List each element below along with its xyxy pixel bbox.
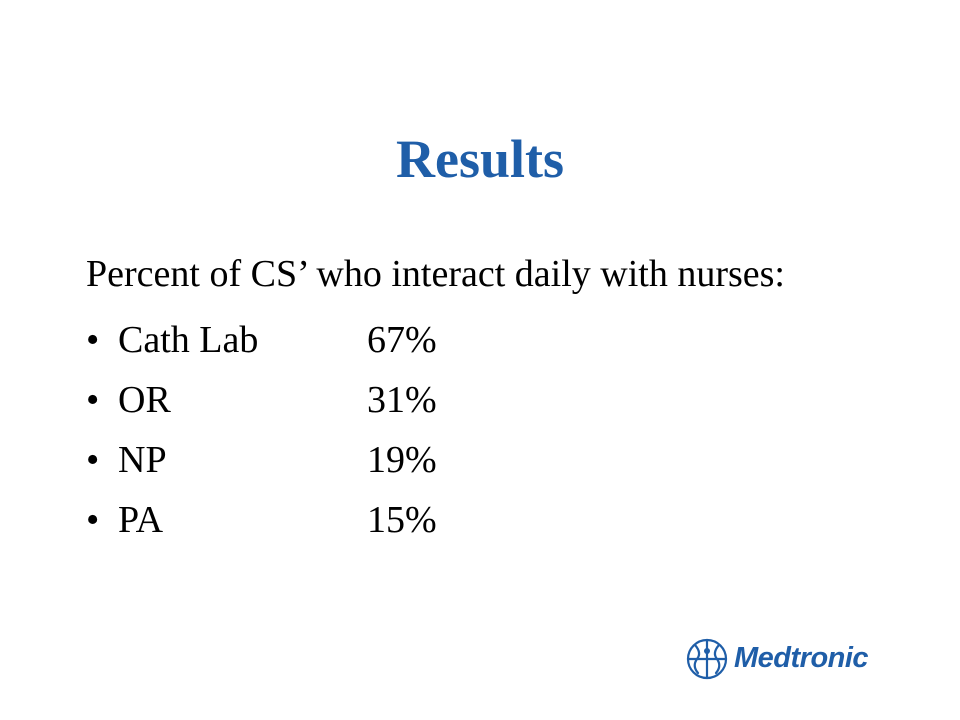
item-value: 19% — [367, 439, 437, 481]
logo-text: Medtronic — [734, 642, 869, 674]
bullet-icon: • — [86, 379, 100, 421]
bullet-icon: • — [86, 439, 100, 481]
item-label: OR — [118, 379, 171, 421]
bullet-icon: • — [86, 319, 100, 361]
item-value: 67% — [367, 319, 437, 361]
slide-title: Results — [395, 129, 564, 189]
item-value: 31% — [367, 379, 437, 421]
medtronic-logo — [684, 632, 894, 682]
item-label: NP — [118, 439, 167, 481]
item-label: PA — [118, 499, 164, 541]
bullet-icon: • — [86, 499, 100, 541]
item-value: 15% — [367, 499, 437, 541]
medtronic-logo-icon — [684, 636, 730, 682]
item-label: Cath Lab — [118, 319, 259, 361]
intro-text: Percent of CS’ who interact daily with nurses: — [86, 253, 785, 295]
